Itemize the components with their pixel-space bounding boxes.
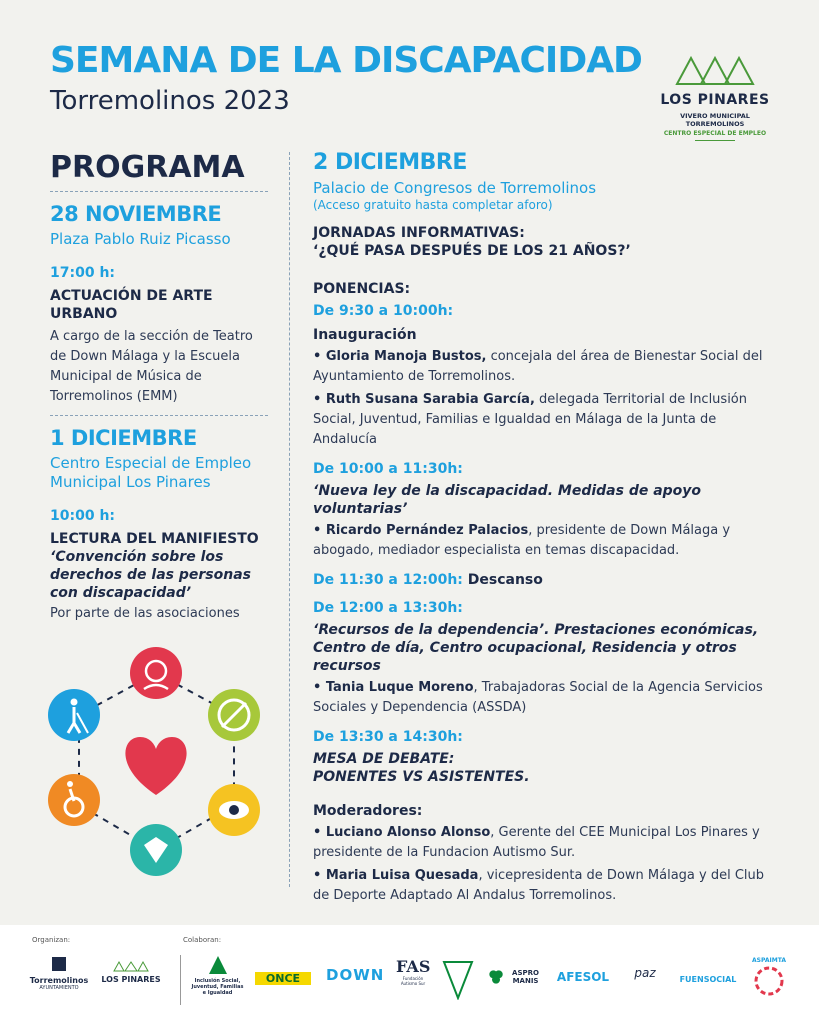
fas-logo: FAS Fundación Autismo Sur	[396, 957, 431, 986]
junta-a-icon	[208, 955, 228, 975]
club-shield-logo	[441, 960, 475, 1003]
wheelchair-icon	[48, 774, 100, 826]
day2-place: Centro Especial de Empleo Municipal Los Pinares	[50, 454, 252, 491]
mountains-icon	[675, 52, 755, 86]
day1-desc: A cargo de la sección de Teatro de Down Málaga y la Escuela Municipal de Música de Torremolinos (EMM)	[50, 329, 253, 404]
day3-place: Palacio de Congresos de Torremolinos	[313, 179, 597, 197]
session2-time: De 10:00 a 11:30h:	[313, 461, 463, 477]
colaboran-label: Colaboran:	[183, 936, 222, 944]
session1-speaker2: • Ruth Susana Sarabia García, delegada Territorial de Inclusión Social, Juventud, Familias e Igualdad en Málaga de la Junta de Andalucía	[313, 392, 748, 447]
session5-title1: MESA DE DEBATE:	[313, 751, 455, 767]
disability-icons-graphic	[44, 645, 269, 880]
mountains-icon	[113, 960, 149, 972]
afesol-logo: AFESOL	[556, 970, 610, 984]
day3-date: 2 DICIEMBRE	[313, 150, 467, 175]
paz-logo: paz	[634, 966, 656, 980]
day3-note: (Acceso gratuito hasta completar aforo)	[313, 198, 553, 212]
moderadores-label: Moderadores:	[313, 803, 423, 819]
day1-event: ACTUACIÓN DE ARTE URBANO	[50, 288, 213, 322]
day2-time: 10:00 h:	[50, 508, 116, 524]
session5-time: De 13:30 a 14:30h:	[313, 729, 463, 745]
logo-line1: VIVERO MUNICIPAL TORREMOLINOS	[680, 112, 750, 128]
session1-time: De 9:30 a 10:00h:	[313, 303, 454, 319]
divider	[50, 415, 268, 416]
aspromanis-logo: ASPRO MANIS	[488, 965, 544, 989]
session3: De 11:30 a 12:00h: Descanso	[313, 572, 543, 588]
los-pinares-footer-logo: LOS PINARES	[100, 960, 162, 984]
day1-place: Plaza Pablo Ruiz Picasso	[50, 230, 231, 248]
day1-date: 28 NOVIEMBRE	[50, 202, 222, 226]
sign-language-icon	[130, 824, 182, 876]
blind-cane-icon	[48, 689, 100, 741]
jornadas-title: ‘¿QUÉ PASA DESPUÉS DE LOS 21 AÑOS?’	[313, 243, 631, 259]
moderator1: • Luciano Alonso Alonso, Gerente del CEE Municipal Los Pinares y presidente de la Fundacion Autismo Sur.	[313, 825, 760, 860]
day2-event: LECTURA DEL MANIFIESTO	[50, 531, 259, 547]
day2-desc: Por parte de las asociaciones	[50, 606, 240, 621]
hearing-icon	[208, 689, 260, 741]
heart-icon	[125, 737, 186, 795]
day2-date: 1 DICIEMBRE	[50, 426, 197, 450]
day2-event-title: ‘Convención sobre los derechos de las personas con discapacidad’	[50, 549, 251, 601]
junta-andalucia-logo: Inclusión Social, Juventud, Familias e Igualdad	[190, 955, 245, 996]
fuensocial-logo: FUENSOCIAL	[679, 975, 737, 984]
logo-line2: CENTRO ESPECIAL DE EMPLEO	[663, 130, 767, 137]
divider	[50, 191, 268, 192]
once-logo: ONCE	[255, 972, 311, 985]
day1-time: 17:00 h:	[50, 265, 116, 281]
shield-icon	[442, 960, 474, 1000]
los-pinares-logo	[650, 52, 780, 141]
shield-icon	[50, 955, 68, 973]
right-column	[313, 150, 773, 906]
session4-title: ‘Recursos de la dependencia’. Prestaciones económicas, Centro de día, Centro ocupacional, Residencia y otros recursos	[313, 622, 759, 674]
ponencias-label: PONENCIAS:	[313, 281, 411, 297]
people-circle-icon	[752, 964, 786, 998]
organizan-label: Organizan:	[32, 936, 71, 944]
session1-title: Inauguración	[313, 327, 417, 343]
logo-name: LOS PINARES	[660, 92, 770, 108]
footer-divider	[180, 955, 181, 1005]
eye-icon	[208, 784, 260, 836]
session2-title: ‘Nueva ley de la discapacidad. Medidas de apoyo voluntarias’	[313, 483, 702, 517]
programa-heading: PROGRAMA	[50, 150, 245, 185]
page-subtitle: Torremolinos 2023	[50, 86, 290, 116]
session2-speaker1: • Ricardo Pernández Palacios, presidente de Down Málaga y abogado, mediador especialista en temas discapacidad.	[313, 523, 731, 558]
session4-speaker1: • Tania Luque Moreno, Trabajadoras Social de la Agencia Servicios Sociales y Dependencia (ASSDA)	[313, 680, 763, 715]
clover-icon	[488, 965, 504, 989]
session5-title2: PONENTES VS ASISTENTES.	[313, 769, 530, 785]
left-column	[50, 150, 268, 624]
moderator2: • Maria Luisa Quesada, vicepresidenta de Down Málaga y del Club de Deporte Adaptado Al Andalus Torremolinos.	[313, 868, 765, 903]
logo-underline	[695, 140, 735, 141]
down-logo: DOWN	[326, 966, 385, 984]
page-title: SEMANA DE LA DISCAPACIDAD	[50, 40, 642, 81]
torremolinos-logo: Torremolinos AYUNTAMIENTO	[28, 955, 90, 991]
session4-time: De 12:00 a 13:30h:	[313, 600, 463, 616]
brain-icon	[130, 647, 182, 699]
jornadas-label: JORNADAS INFORMATIVAS:	[313, 225, 525, 241]
session1-speaker1: • Gloria Manoja Bustos, concejala del área de Bienestar Social del Ayuntamiento de Torremolinos.	[313, 349, 763, 384]
column-divider	[289, 152, 290, 887]
aspaimta-logo: ASPAIMTA	[744, 957, 794, 1001]
